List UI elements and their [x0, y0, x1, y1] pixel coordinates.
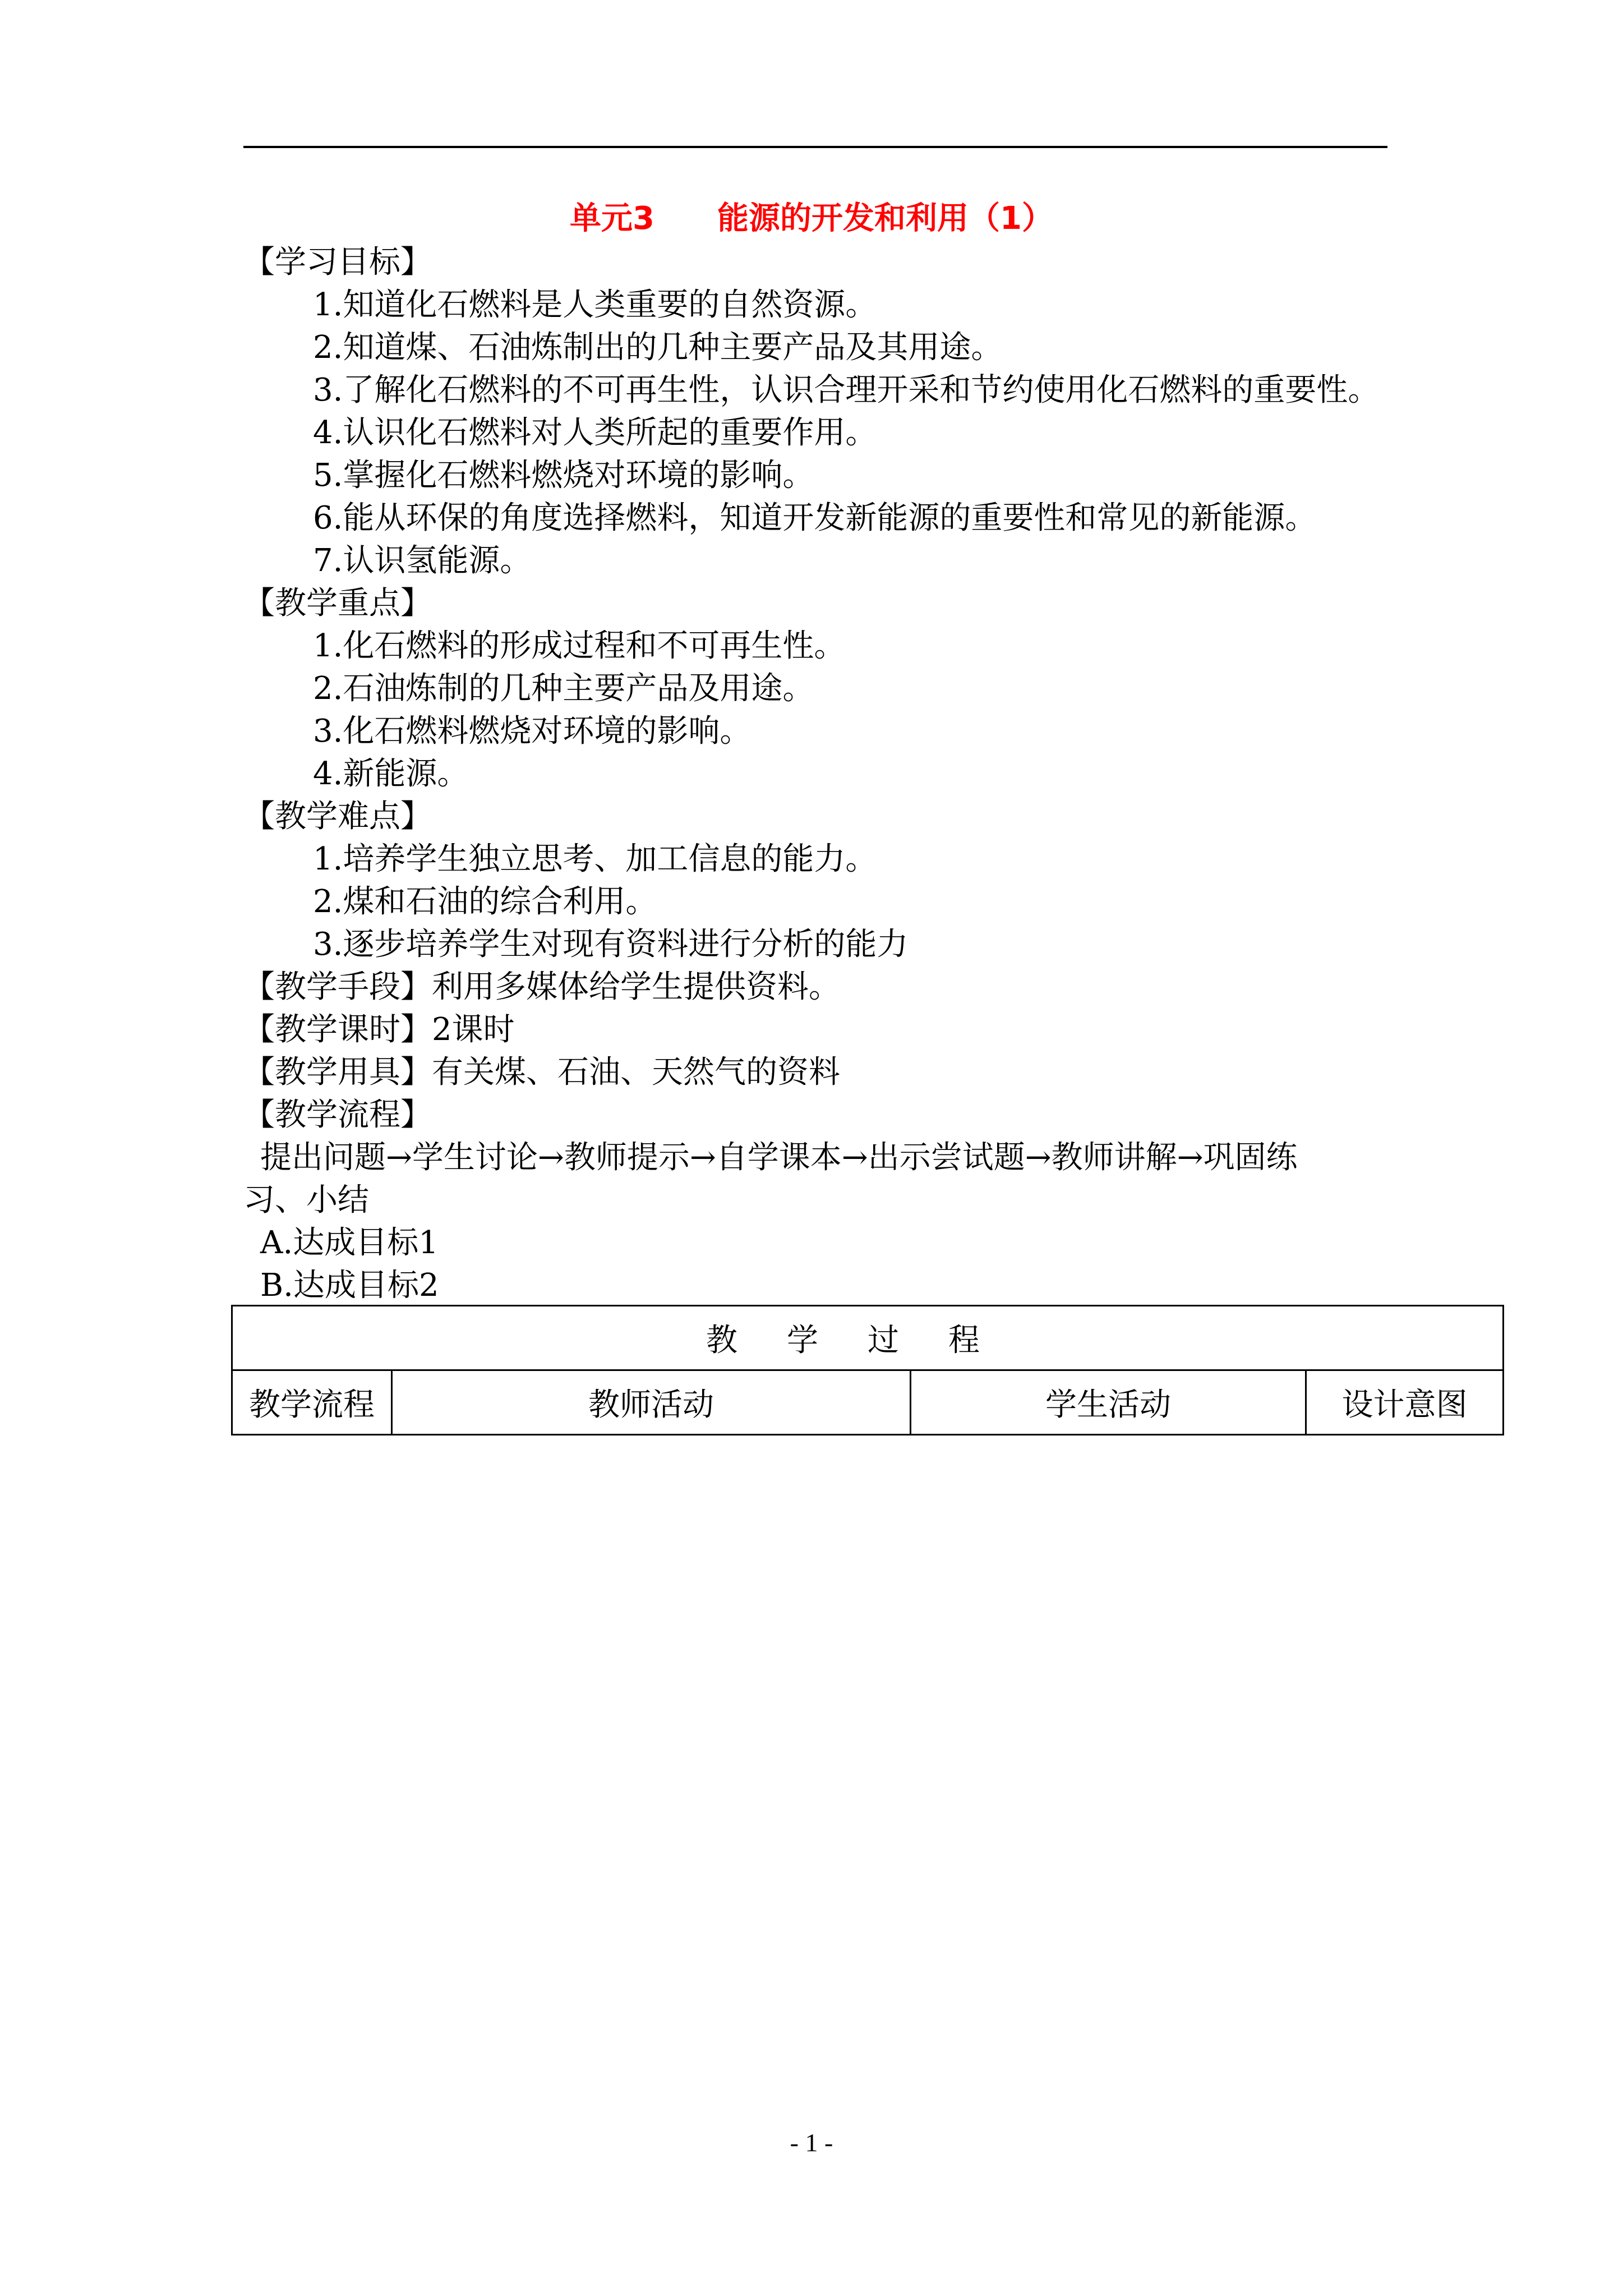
objective-item: 5.掌握化石燃料燃烧对环境的影响。: [313, 457, 814, 494]
difficulty-item: 1.培养学生独立思考、加工信息的能力。: [313, 841, 877, 877]
table-banner-row: [232, 1306, 1504, 1370]
table-header-intent: 设计意图: [1306, 1370, 1504, 1435]
difficulty-item: 3.逐步培养学生对现有资料进行分析的能力: [313, 926, 909, 963]
table-header-student: 学生活动: [911, 1370, 1306, 1435]
key-point-item: 3.化石燃料燃烧对环境的影响。: [313, 713, 751, 749]
key-point-item: 4.新能源。: [313, 756, 469, 792]
difficulty-item: 2.煤和石油的综合利用。: [313, 884, 657, 920]
page-title: 单元3 能源的开发和利用（1）: [570, 200, 1053, 237]
document-body: [243, 241, 1421, 1307]
teaching-hours: 【教学课时】2课时: [243, 1011, 515, 1048]
objective-item: 4.认识化石燃料对人类所起的重要作用。: [313, 415, 877, 451]
page-number: - 1 -: [790, 2128, 833, 2157]
difficulties-heading: 【教学难点】: [243, 798, 432, 835]
flow-line-2: 习、小结: [243, 1182, 369, 1218]
objective-item: 2.知道煤、石油炼制出的几种主要产品及其用途。: [313, 329, 1003, 366]
flow-line-1: 提出问题→学生讨论→教师提示→自学课本→出示尝试题→教师讲解→巩固练: [260, 1139, 1298, 1176]
key-point-item: 2.石油炼制的几种主要产品及用途。: [313, 670, 814, 707]
flow-heading: 【教学流程】: [243, 1097, 432, 1133]
teaching-process-table: [231, 1305, 1504, 1435]
objective-item: 7.认识氢能源。: [313, 542, 532, 579]
objectives-heading: 【学习目标】: [243, 244, 432, 280]
table-banner: 教学过程: [232, 1306, 1504, 1370]
goal-b: B.达成目标2: [260, 1267, 439, 1304]
goal-a: A.达成目标1: [260, 1225, 439, 1261]
objective-item: 6.能从环保的角度选择燃料，知道开发新能源的重要性和常见的新能源。: [313, 500, 1317, 536]
objective-item: 1.知道化石燃料是人类重要的自然资源。: [313, 287, 877, 323]
table-header-flow: 教学流程: [232, 1370, 392, 1435]
teaching-tools: 【教学用具】有关煤、石油、天然气的资料: [243, 1054, 840, 1091]
header-rule: [243, 146, 1387, 148]
objective-item: 3.了解化石燃料的不可再生性，认识合理开采和节约使用化石燃料的重要性。: [313, 372, 1380, 408]
table-header-row: [232, 1370, 1504, 1435]
key-point-item: 1.化石燃料的形成过程和不可再生性。: [313, 628, 846, 664]
table-header-teacher: 教师活动: [392, 1370, 911, 1435]
key-points-heading: 【教学重点】: [243, 585, 432, 622]
teaching-methods: 【教学手段】利用多媒体给学生提供资料。: [243, 969, 840, 1005]
